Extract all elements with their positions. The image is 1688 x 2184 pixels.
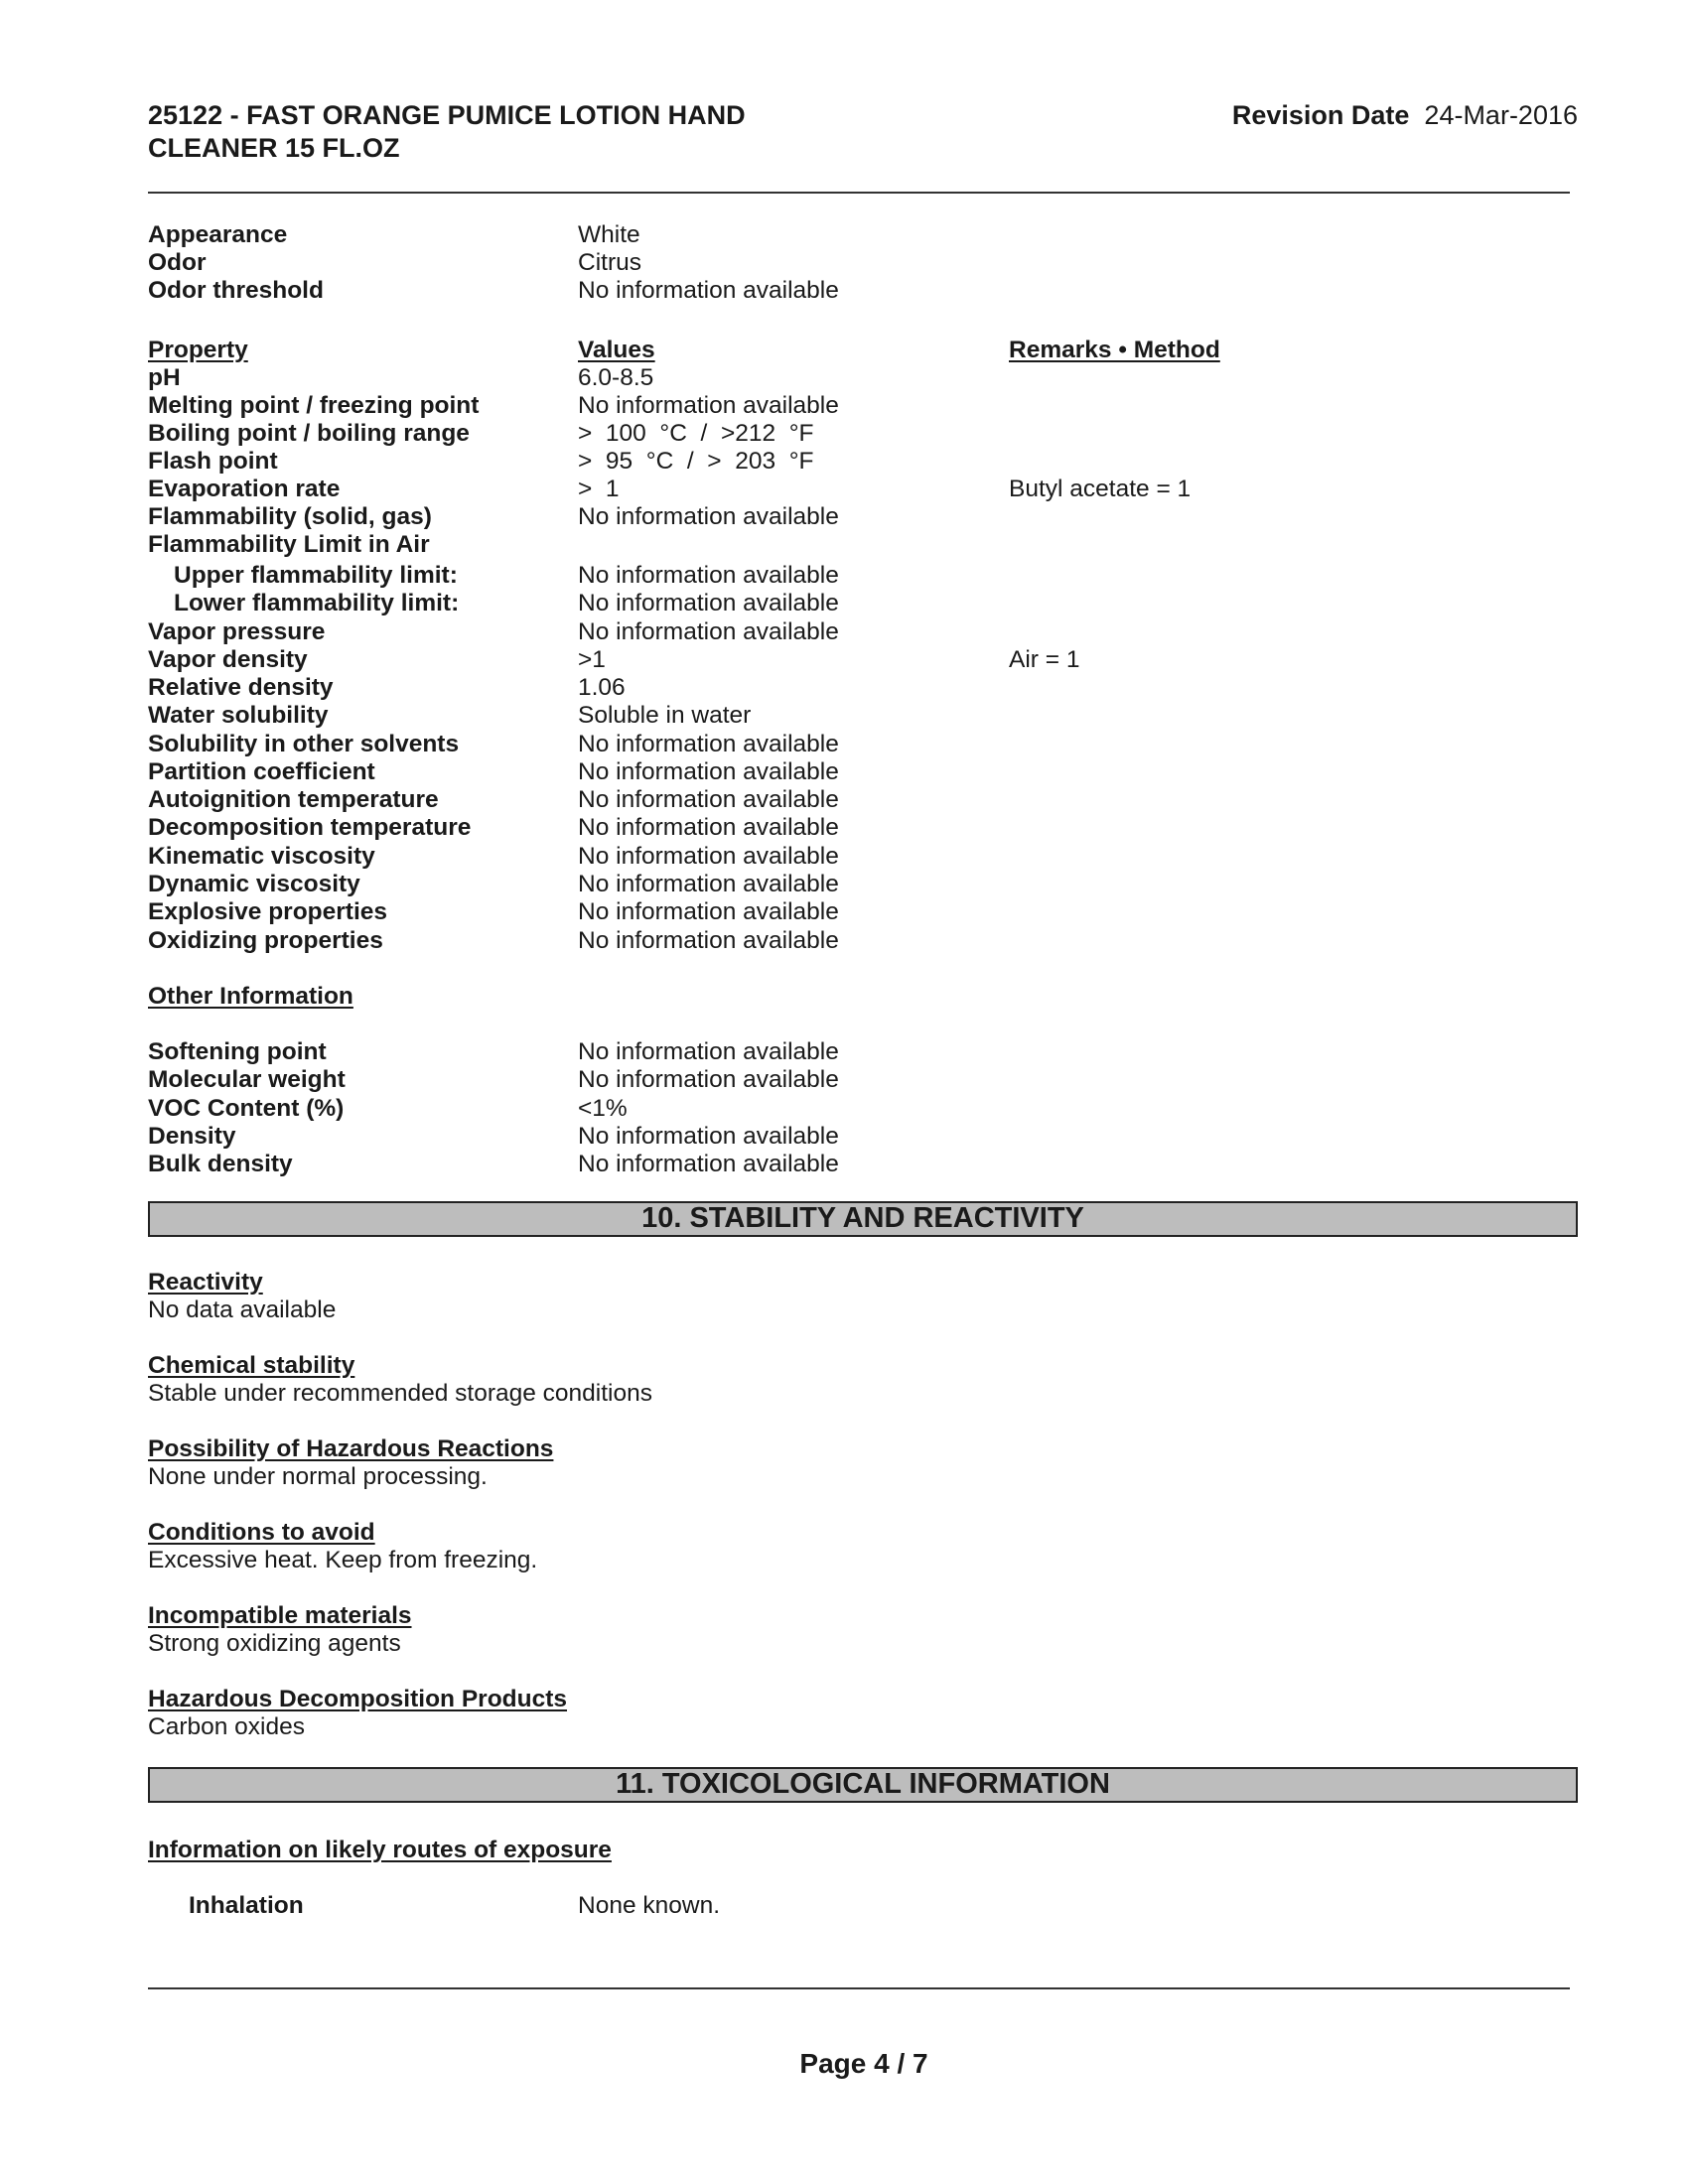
table-row xyxy=(0,448,1688,476)
row-label: Explosive properties xyxy=(148,898,388,925)
table-row xyxy=(0,731,1688,758)
row-label: Vapor pressure xyxy=(148,618,326,645)
row-remark: Air = 1 xyxy=(1009,646,1080,673)
row-label: Partition coefficient xyxy=(148,758,375,785)
section-10-header: 10. STABILITY AND REACTIVITY xyxy=(148,1201,1578,1237)
table-row xyxy=(0,1123,1688,1151)
table-row xyxy=(0,898,1688,926)
header-divider xyxy=(148,192,1570,194)
odor-threshold-row xyxy=(0,277,1688,305)
row-label: Melting point / freezing point xyxy=(148,392,480,419)
table-row xyxy=(0,562,1688,590)
row-label: Lower flammability limit: xyxy=(174,590,460,616)
incompatible-materials-text: Strong oxidizing agents xyxy=(148,1630,401,1657)
row-value: No information available xyxy=(578,618,839,645)
table-row xyxy=(0,531,1688,559)
row-label: Flammability (solid, gas) xyxy=(148,503,432,530)
reactivity-text: No data available xyxy=(148,1297,337,1323)
row-value: No information available xyxy=(578,277,839,304)
footer-divider xyxy=(148,1987,1570,1989)
table-row xyxy=(0,618,1688,646)
row-label: pH xyxy=(148,364,181,391)
table-row xyxy=(0,674,1688,702)
row-label: Appearance xyxy=(148,221,288,248)
row-value: > 100 °C / >212 °F xyxy=(578,420,814,447)
row-value: No information available xyxy=(578,814,839,841)
row-value: No information available xyxy=(578,503,839,530)
row-value: No information available xyxy=(578,392,839,419)
row-value: No information available xyxy=(578,758,839,785)
header-property: Property xyxy=(148,337,248,363)
section-11-header: 11. TOXICOLOGICAL INFORMATION xyxy=(148,1767,1578,1803)
row-value: No information available xyxy=(578,590,839,616)
title-line-2: CLEANER 15 FL.OZ xyxy=(148,133,400,163)
row-value: Citrus xyxy=(578,249,641,276)
decomposition-products-heading: Hazardous Decomposition Products xyxy=(148,1686,568,1712)
row-label: Molecular weight xyxy=(148,1066,346,1093)
hazardous-reactions-heading: Possibility of Hazardous Reactions xyxy=(148,1435,554,1462)
row-value: 6.0-8.5 xyxy=(578,364,654,391)
row-value: No information available xyxy=(578,898,839,925)
revision-value: 24-Mar-2016 xyxy=(1424,100,1578,130)
row-label: Decomposition temperature xyxy=(148,814,472,841)
row-label: Evaporation rate xyxy=(148,476,341,502)
table-row xyxy=(0,758,1688,786)
row-value: White xyxy=(578,221,640,248)
title-line-1: 25122 - FAST ORANGE PUMICE LOTION HAND xyxy=(148,100,746,130)
odor-row xyxy=(0,249,1688,277)
table-row xyxy=(0,364,1688,392)
table-row xyxy=(0,1095,1688,1123)
header-values: Values xyxy=(578,337,655,363)
table-row xyxy=(0,702,1688,730)
row-value: > 95 °C / > 203 °F xyxy=(578,448,814,475)
row-value: None known. xyxy=(578,1892,721,1919)
row-value: No information available xyxy=(578,1038,839,1065)
row-label: Relative density xyxy=(148,674,334,701)
row-label: Autoignition temperature xyxy=(148,786,439,813)
row-label: VOC Content (%) xyxy=(148,1095,345,1122)
appearance-row xyxy=(0,221,1688,249)
row-label: Water solubility xyxy=(148,702,329,729)
row-label: Dynamic viscosity xyxy=(148,871,360,897)
table-row xyxy=(0,814,1688,842)
row-label: Odor threshold xyxy=(148,277,324,304)
row-label: Boiling point / boiling range xyxy=(148,420,470,447)
row-label: Inhalation xyxy=(189,1892,304,1919)
row-value: >1 xyxy=(578,646,606,673)
section-subheading: Other Information xyxy=(148,983,353,1010)
hazardous-reactions-text: None under normal processing. xyxy=(148,1463,488,1490)
row-remark: Butyl acetate = 1 xyxy=(1009,476,1192,502)
chemical-stability-text: Stable under recommended storage conditions xyxy=(148,1380,653,1407)
property-table-header xyxy=(0,337,1688,364)
row-label: Odor xyxy=(148,249,207,276)
routes-of-exposure-heading: Information on likely routes of exposure xyxy=(148,1837,612,1863)
row-label: Kinematic viscosity xyxy=(148,843,375,870)
reactivity-heading: Reactivity xyxy=(148,1269,263,1296)
table-row xyxy=(0,476,1688,503)
row-label: Upper flammability limit: xyxy=(174,562,458,589)
row-label: Vapor density xyxy=(148,646,308,673)
other-information-heading xyxy=(0,983,1688,1011)
row-value: No information available xyxy=(578,562,839,589)
row-value: No information available xyxy=(578,1151,839,1177)
row-value: No information available xyxy=(578,786,839,813)
revision-date xyxy=(1232,99,1578,132)
table-row xyxy=(0,420,1688,448)
document-title xyxy=(148,99,746,165)
page-number: Page 4 / 7 xyxy=(799,2048,928,2079)
inhalation-row xyxy=(0,1892,1688,1920)
table-row xyxy=(0,1151,1688,1178)
header-remarks: Remarks • Method xyxy=(1009,337,1220,363)
conditions-to-avoid-heading: Conditions to avoid xyxy=(148,1519,375,1546)
chemical-stability-heading: Chemical stability xyxy=(148,1352,355,1379)
table-row xyxy=(0,392,1688,420)
table-row xyxy=(0,786,1688,814)
table-row xyxy=(0,646,1688,674)
row-value: No information available xyxy=(578,1066,839,1093)
table-row xyxy=(0,590,1688,617)
row-label: Flash point xyxy=(148,448,278,475)
row-value: <1% xyxy=(578,1095,628,1122)
incompatible-materials-heading: Incompatible materials xyxy=(148,1602,412,1629)
table-row xyxy=(0,1038,1688,1066)
decomposition-products-text: Carbon oxides xyxy=(148,1713,305,1740)
table-row xyxy=(0,503,1688,531)
row-label: Softening point xyxy=(148,1038,327,1065)
row-label: Bulk density xyxy=(148,1151,293,1177)
row-value: No information available xyxy=(578,843,839,870)
row-value: 1.06 xyxy=(578,674,626,701)
row-label: Flammability Limit in Air xyxy=(148,531,430,558)
row-label: Oxidizing properties xyxy=(148,927,383,954)
table-row xyxy=(0,843,1688,871)
row-label: Solubility in other solvents xyxy=(148,731,460,757)
row-value: No information available xyxy=(578,871,839,897)
revision-label: Revision Date xyxy=(1231,100,1410,130)
conditions-to-avoid-text: Excessive heat. Keep from freezing. xyxy=(148,1547,538,1573)
row-value: > 1 xyxy=(578,476,620,502)
row-label: Density xyxy=(148,1123,236,1150)
row-value: No information available xyxy=(578,927,839,954)
row-value: No information available xyxy=(578,731,839,757)
table-row xyxy=(0,1066,1688,1094)
table-row xyxy=(0,927,1688,955)
table-row xyxy=(0,871,1688,898)
row-value: No information available xyxy=(578,1123,839,1150)
row-value: Soluble in water xyxy=(578,702,752,729)
